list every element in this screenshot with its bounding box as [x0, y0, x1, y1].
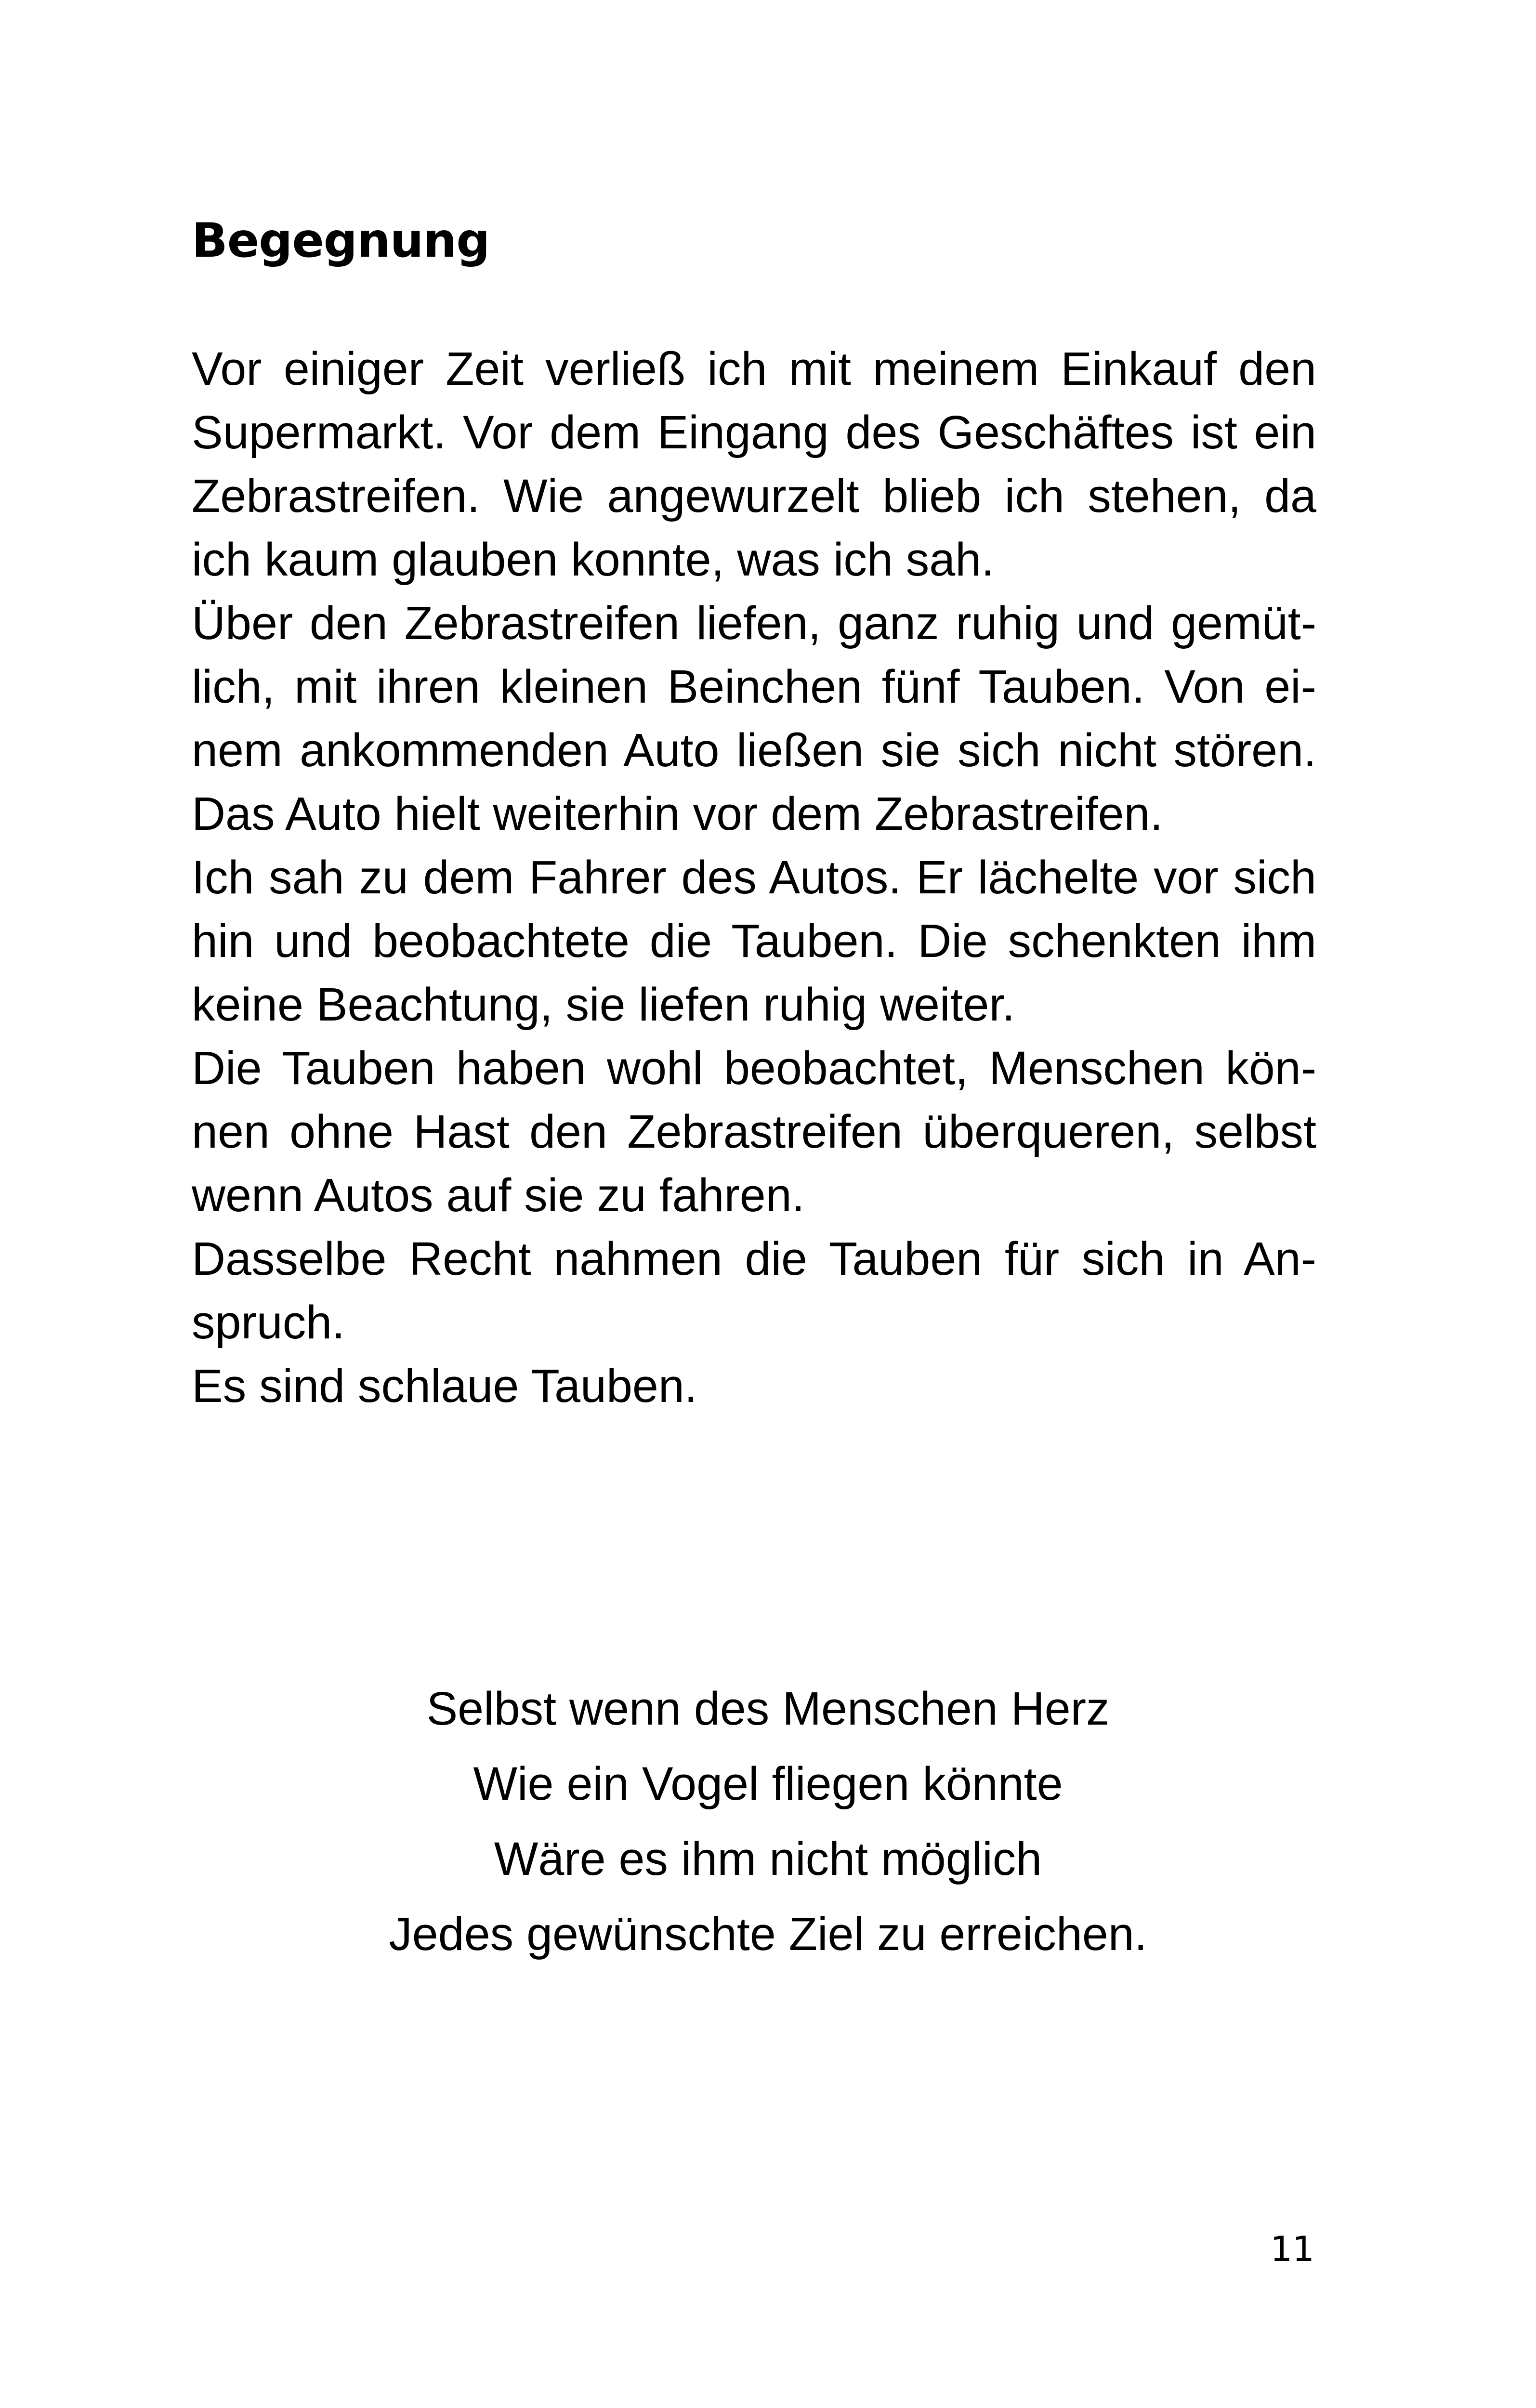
text-line: Das Auto hielt weiterhin vor dem Zebrastreifen.	[192, 787, 1163, 840]
poem-line: Wie ein Vogel fliegen könnte	[473, 1757, 1063, 1810]
text-line: ich kaum glauben konnte, was ich sah.	[192, 533, 995, 586]
text-line: Vor einiger Zeit verließ ich mit meinem Einkauf den	[192, 342, 1316, 395]
text-line: Es sind schlaue Tauben.	[192, 1360, 697, 1412]
text-line: nen ohne Hast den Zebrastreifen überqueren, selbst	[192, 1105, 1316, 1158]
text-line: Die Tauben haben wohl beobachtet, Menschen kön-	[192, 1042, 1316, 1094]
story-text	[192, 337, 1316, 1418]
text-line: Über den Zebrastreifen liefen, ganz ruhig und gemüt-	[192, 597, 1316, 649]
text-line: hin und beobachtete die Tauben. Die schenkten ihm	[192, 915, 1316, 967]
poem	[0, 1671, 1536, 1972]
poem-line: Selbst wenn des Menschen Herz	[426, 1682, 1110, 1735]
poem-line: Jedes gewünschte Ziel zu erreichen.	[389, 1908, 1147, 1960]
text-line: keine Beachtung, sie liefen ruhig weiter.	[192, 978, 1015, 1031]
text-line: lich, mit ihren kleinen Beinchen fünf Tauben. Von ei-	[192, 660, 1316, 713]
text-line: Dasselbe Recht nahmen die Tauben für sich in An-	[192, 1232, 1316, 1285]
text-line: Supermarkt. Vor dem Eingang des Geschäftes ist ein	[192, 406, 1316, 458]
text-line: Zebrastreifen. Wie angewurzelt blieb ich stehen, da	[192, 470, 1316, 522]
text-line: wenn Autos auf sie zu fahren.	[192, 1169, 805, 1221]
page-number: 11	[1270, 2229, 1314, 2269]
poem-line: Wäre es ihm nicht möglich	[494, 1832, 1042, 1885]
text-line: Ich sah zu dem Fahrer des Autos. Er lächelte vor sich	[192, 851, 1316, 903]
text-line: nem ankommenden Auto ließen sie sich nicht stören.	[192, 724, 1316, 776]
page-title: Begegnung	[192, 213, 490, 268]
text-line: spruch.	[192, 1296, 345, 1348]
